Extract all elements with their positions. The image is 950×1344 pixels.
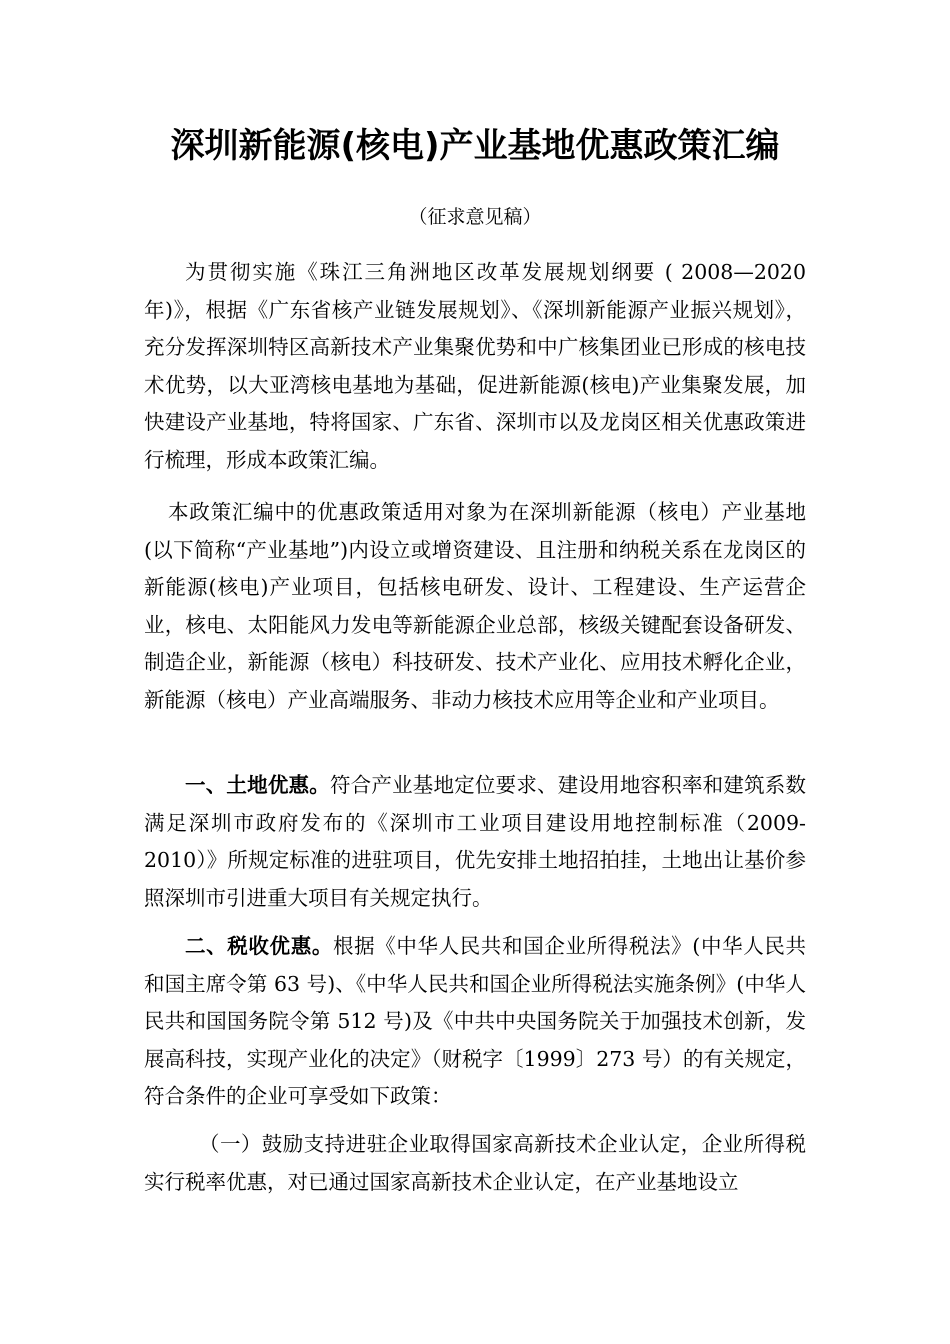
land-policy-paragraph bbox=[144, 767, 806, 917]
land-policy-heading: 一、土地优惠。 bbox=[185, 773, 330, 797]
tax-policy-heading: 二、税收优惠。 bbox=[185, 934, 333, 958]
document-subtitle: （征求意见稿） bbox=[408, 206, 542, 228]
land-policy-body: 符合产业基地定位要求、建设用地容积率和建筑系数满足深圳市政府发布的《深圳市工业项目建设用地控制标准（2009-2010）》所规定标准的进驻项目，优先安排土地招拍挂，土地出让基价参照深圳市引进重大项目有关规定执行。 bbox=[144, 773, 807, 910]
scope-paragraph: 本政策汇编中的优惠政策适用对象为在深圳新能源（核电）产业基地 (以下简称“产业基地”)内设立或增资建设、且注册和纳税关系在龙岗区的新能源(核电)产业项目，包括核电研发、设计、工程建设、生产运营企业，核电、太阳能风力发电等新能源企业总部，核级关键配套设备研发、制造企业，新能源（核电）科技研发、技术产业化、应用技术孵化企业，新能源（核电）产业高端服务、非动力核技术应用等企业和产业项目。 bbox=[144, 500, 806, 712]
document-title: 深圳新能源(核电)产业基地优惠政策汇编 bbox=[170, 126, 780, 166]
intro-paragraph: 为贯彻实施《珠江三角洲地区改革发展规划纲要 ( 2008—2020年)》，根据《广东省核产业链发展规划》、《深圳新能源产业振兴规划》，充分发挥深圳特区高新技术产业集聚优势和中广核集团业已形成的核电技术优势，以大亚湾核电基地为基础，促进新能源(核电)产业集聚发展，加快建设产业基地，特将国家、广东省、深圳市以及龙岗区相关优惠政策进行梳理，形成本政策汇编。 bbox=[144, 260, 806, 472]
tax-policy-paragraph bbox=[144, 928, 806, 1116]
tax-policy-body: 根据《中华人民共和国企业所得税法》(中华人民共和国主席令第 63 号)、《中华人民共和国企业所得税法实施条例》(中华人民共和国国务院令第 512 号)及《中共中央国务院关于加强技术创新，发展高科技，实现产业化的决定》（财税字〔1999〕273 号）的有关规定，符合条件的企业可享受如下政策： bbox=[144, 934, 806, 1108]
tax-item-1-paragraph: （一）鼓励支持进驻企业取得国家高新技术企业认定，企业所得税实行税率优惠，对已通过国家高新技术企业认定，在产业基地设立 bbox=[144, 1132, 806, 1194]
